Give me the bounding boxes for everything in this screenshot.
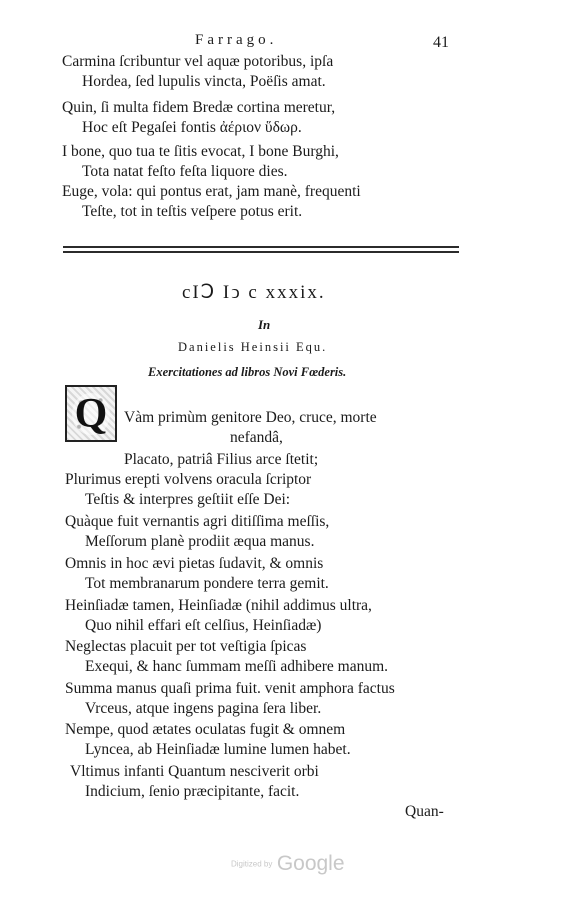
verse-line: Indicium, ſenio præcipitante, facit. xyxy=(85,783,300,800)
google-logo-icon: Google xyxy=(276,852,345,875)
epigram-in-label: In xyxy=(258,317,271,332)
ornamental-initial-icon xyxy=(65,385,117,442)
verse-line: Hordea, ſed lupulis vincta, Poëſis amat. xyxy=(82,73,326,90)
verse-line: Vltimus infanti Quantum nesciverit orbi xyxy=(70,763,319,780)
verse-line: Lyncea, ab Heinſiadæ lumine lumen habet. xyxy=(85,741,351,758)
page-number: 41 xyxy=(433,34,449,51)
verse-line: Placato, patriâ Filius arce ſtetit; xyxy=(124,451,319,468)
running-head xyxy=(0,32,582,54)
verse-line: Neglectas placuit per tot veſtigia ſpicas xyxy=(65,638,307,655)
verse-line: Vàm primùm genitore Deo, cruce, morte xyxy=(124,409,377,426)
divider-rule-top xyxy=(63,246,459,248)
verse-line: I bone, quo tua te ſitis evocat, I bone Burghi, xyxy=(62,143,339,160)
verse-line: Omnis in hoc ævi pietas ſudavit, & omnis xyxy=(65,555,324,572)
verse-line: Euge, vola: qui pontus erat, jam manè, frequenti xyxy=(62,183,361,200)
verse-line: Quàque fuit vernantis agri ditiſſima meſſis, xyxy=(65,513,330,530)
verse-line: Plurimus erepti volvens oracula ſcriptor xyxy=(65,471,312,488)
verse-line: Teſte, tot in teſtis veſpere potus erit. xyxy=(82,203,303,220)
verse-line: Vrceus, atque ingens pagina ſera liber. xyxy=(85,700,322,717)
epigram-subject: Exercitationes ad libros Novi Fœderis. xyxy=(148,365,347,379)
running-title: Farrago. xyxy=(195,32,278,48)
verse-line: Hoc eſt Pegaſei fontis ἀέριον ὕδωρ. xyxy=(82,119,302,136)
verse-line: Tota natat feſto feſta liquore dies. xyxy=(82,163,288,180)
watermark-prefix: Digitized by xyxy=(231,859,273,869)
verse-line: Tot membranarum pondere terra gemit. xyxy=(85,575,329,592)
verse-line: Quo nihil effari eſt celſius, Heinſiadæ) xyxy=(85,617,322,634)
epigram-number: cIↃ Iↄ c xxxix. xyxy=(182,282,326,303)
verse-line: Exequi, & hanc ſummam meſſi adhibere manum. xyxy=(85,658,389,675)
catchword: Quan- xyxy=(405,803,444,820)
verse-line: Nempe, quod ætates oculatas fugit & omnem xyxy=(65,721,346,738)
verse-line: Quin, ſi multa fidem Bredæ cortina meretur, xyxy=(62,99,336,116)
verse-line: Meſſorum planè prodiit æqua manus. xyxy=(85,533,315,550)
digitization-watermark xyxy=(231,852,345,876)
verse-line: Carmina ſcribuntur vel aquæ potoribus, ipſa xyxy=(62,53,334,70)
verse-line: nefandâ, xyxy=(230,429,283,446)
divider-rule-bottom xyxy=(63,251,459,253)
verse-line: Summa manus quaſi prima fuit. venit amphora factus xyxy=(65,680,395,697)
ornamental-initial-letter: Q xyxy=(72,393,111,435)
verse-line: Teſtis & interpres geſtiit eſſe Dei: xyxy=(85,491,291,508)
verse-line: Heinſiadæ tamen, Heinſiadæ (nihil addimus ultra, xyxy=(65,597,372,614)
epigram-dedicatee: Danielis Heinsii Equ. xyxy=(178,340,328,354)
